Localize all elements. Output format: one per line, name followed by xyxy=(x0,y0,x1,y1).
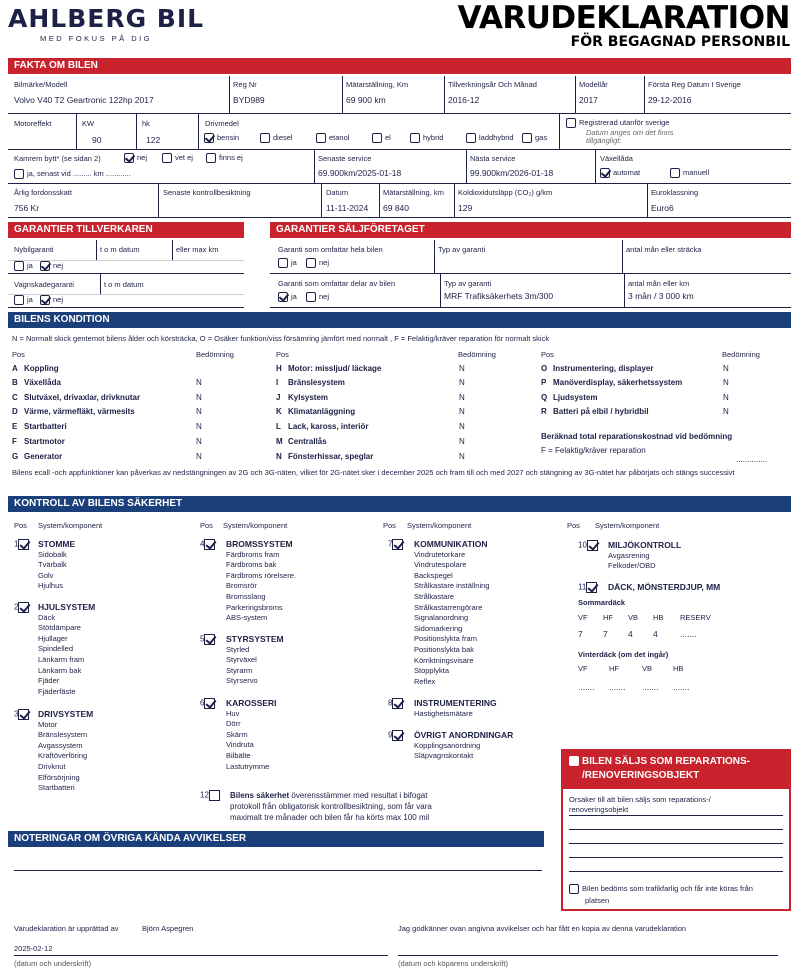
cond-item-p: P Manöverdisplay, säkerhetssystem xyxy=(541,378,683,387)
winter-vb-label: VB xyxy=(642,664,653,673)
cond-item-j: J Kylsystem xyxy=(276,393,329,402)
new-car-max-label: eller max km xyxy=(176,245,219,254)
cond-grade-m: N xyxy=(459,437,465,446)
cond-grade-b: N xyxy=(196,378,202,387)
safety-group-8[interactable]: 8 xyxy=(388,698,403,709)
safety-group-5[interactable]: 5 xyxy=(200,634,215,645)
safety-group-9-list: ÖVRIGT ANORDNINGAR Kopplingsanordning Släpvagnskontakt xyxy=(414,730,514,761)
vagn-warranty-nej[interactable]: nej xyxy=(40,295,63,305)
checkbox-icon xyxy=(392,539,403,550)
prepared-date: 2025-02-12 xyxy=(14,944,53,953)
checkbox-icon xyxy=(209,790,220,801)
mileage-label: Mätarställning, Km xyxy=(346,80,409,89)
cond-pos-header-2: Pos xyxy=(276,350,289,359)
safety-group-9[interactable]: 9 xyxy=(388,730,403,741)
partial-warranty-type-value: MRF Trafiksäkerhets 3m/300 xyxy=(444,291,554,301)
summer-vb-label: VB xyxy=(628,613,639,622)
partial-warranty-ja[interactable]: ja xyxy=(278,292,297,302)
cond-item-b: B Växellåda xyxy=(12,378,61,387)
cond-item-r: R Batteri på elbil / hybridbil xyxy=(541,407,649,416)
cond-grade-q: N xyxy=(723,393,729,402)
fuel-option-laddhybrid[interactable]: laddhybrid xyxy=(466,133,514,143)
checkbox-icon xyxy=(260,133,270,143)
vagn-tom-label: t o m datum xyxy=(104,280,144,289)
full-warranty-label: Garanti som omfattar hela bilen xyxy=(278,245,383,254)
summer-reserv-label: RESERV xyxy=(680,613,711,622)
winter-vb-value: ....... xyxy=(642,682,659,692)
safety-group-7-list: KOMMUNIKATION Vindrutetorkare Vindrutespolare Backspegel Strålkastare inställning Strålkastare Strålkastarrengörare Signalanordning Sidomarkering Positionslykta fram Positionslykta bak Körriktningsvisare Stopplykta Reflex xyxy=(414,539,490,686)
euro-value: Euro6 xyxy=(651,203,674,213)
manufacture-label: Tillverkningsår Och Månad xyxy=(448,80,537,89)
traffic-dangerous-cont: platsen xyxy=(585,896,610,905)
model-year-label: Modellår xyxy=(579,80,608,89)
repair-object-box xyxy=(561,749,791,911)
cond-grade-header-1: Bedömning xyxy=(196,350,234,359)
winter-hb-value: ....... xyxy=(673,682,690,692)
safety-group-3[interactable]: 3 xyxy=(14,709,29,720)
winter-hf-value: ....... xyxy=(609,682,626,692)
checkbox-icon xyxy=(14,169,24,179)
inspection-date-label: Datum xyxy=(326,188,349,197)
fuel-option-diesel[interactable]: diesel xyxy=(260,133,293,143)
checkbox-icon xyxy=(18,602,29,613)
summer-vb-value: 4 xyxy=(628,629,633,639)
section-notes-heading: NOTERINGAR OM ÖVRIGA KÄNDA AVVIKELSER xyxy=(8,831,544,847)
euro-label: Euroklassning xyxy=(651,188,699,197)
seller-partial-warranty xyxy=(270,274,791,308)
brand-model-value: Volvo V40 T2 Geartronic 122hp 2017 xyxy=(14,95,154,105)
repair-reason-label: Orsaker till att bilen säljs som reparations-/ renoveringsobjekt xyxy=(569,795,711,814)
checkbox-icon xyxy=(566,118,576,128)
checkbox-icon xyxy=(392,698,403,709)
first-reg-value: 29-12-2016 xyxy=(648,95,692,105)
safety-group-8-list: INSTRUMENTERING Hastighetsmätare xyxy=(414,698,497,718)
winter-hb-label: HB xyxy=(673,664,684,673)
company-tagline: MED FOKUS PÅ DIG xyxy=(40,34,153,43)
fakta-row1 xyxy=(8,76,791,114)
page-title: VARUDEKLARATION xyxy=(457,0,790,36)
section-warranty-manufacturer-heading: GARANTIER TILLVERKAREN xyxy=(8,222,244,238)
new-car-warranty-label: Nybilgaranti xyxy=(14,245,54,254)
fakta-row2 xyxy=(8,114,791,150)
safety-pos-header-3: Pos xyxy=(383,521,396,530)
cond-item-n: N Fönsterhissar, speglar xyxy=(276,452,374,461)
checkbox-icon xyxy=(586,582,597,593)
safety-group-1[interactable]: 1 xyxy=(14,539,29,550)
first-reg-label: Första Reg Datum I Sverige xyxy=(648,80,741,89)
summer-vf-label: VF xyxy=(578,613,588,622)
gearbox-label: Växellåda xyxy=(600,154,633,163)
brand-model-label: Bilmärke/Modell xyxy=(14,80,68,89)
new-car-warranty-ja[interactable]: ja xyxy=(14,261,33,271)
checkbox-icon xyxy=(162,153,172,163)
checkbox-icon xyxy=(206,153,216,163)
gearbox-automat[interactable]: automat xyxy=(600,168,640,178)
motor-label: Motoreffekt xyxy=(14,119,52,128)
checkbox-icon xyxy=(316,133,326,143)
checkbox-icon xyxy=(18,539,29,550)
cond-item-a: A Koppling xyxy=(12,364,59,373)
cond-item-d: D Värme, värmefläkt, värmesits xyxy=(12,407,135,416)
fuel-option-gas[interactable]: gas xyxy=(522,133,547,143)
winter-vf-value: ....... xyxy=(578,682,595,692)
cond-grade-l: N xyxy=(459,422,465,431)
full-warranty-nej[interactable]: nej xyxy=(306,258,329,268)
cond-grade-i: N xyxy=(459,378,465,387)
seller-signature-caption: (datum och underskrift) xyxy=(14,959,92,968)
cond-item-o: O Instrumentering, displayer xyxy=(541,364,654,373)
safety-group-4-list: BROMSSYSTEM Färdbroms fram Färdbroms bak Färdbroms rörelsere. Bromsrör Bromsslang Parkeringsbroms ABS-system xyxy=(226,539,297,623)
tax-label: Årlig fordonsskatt xyxy=(14,188,72,197)
safety-group-6-list: KAROSSERI Huv Dörr Skärm Vindruta Bilbälte Lastutrymme xyxy=(226,698,277,771)
cond-grade-e: N xyxy=(196,422,202,431)
vagn-warranty-label: Vagnskadegaranti xyxy=(14,280,74,289)
hk-label: hk xyxy=(142,119,150,128)
timing-belt-ja[interactable]: ja, senast vid ......... km ............ xyxy=(14,169,131,179)
next-service-label: Nästa service xyxy=(470,154,516,163)
next-service-value: 99.900km/2026-01-18 xyxy=(470,168,554,178)
cond-item-e: E Startbatteri xyxy=(12,422,67,431)
safety-group-5-list: STYRSYSTEM Styrled Styrväxel Styrarm Styrservo xyxy=(226,634,284,686)
last-service-label: Senaste service xyxy=(318,154,372,163)
timing-belt-finnsej[interactable]: finns ej xyxy=(206,153,243,163)
section-condition-heading: BILENS KONDITION xyxy=(8,312,791,328)
safety-sys-header-2: System/komponent xyxy=(223,521,288,530)
cond-grade-header-2: Bedömning xyxy=(458,350,496,359)
manufacture-value: 2016-12 xyxy=(448,95,480,105)
cond-pos-header-3: Pos xyxy=(541,350,554,359)
prepared-by-label: Varudeklaration är upprättad av xyxy=(14,924,119,933)
full-warranty-type-label: Typ av garanti xyxy=(438,245,486,254)
fuel-option-hybrid[interactable]: hybrid xyxy=(410,133,443,143)
safety-group-6[interactable]: 6 xyxy=(200,698,215,709)
full-warranty-amount-label: antal mån eller sträcka xyxy=(626,245,702,254)
winter-hf-label: HF xyxy=(609,664,619,673)
timing-belt-nej[interactable]: nej xyxy=(124,153,147,163)
safety-group-10-list: MILJÖKONTROLL Avgasrening Felkoder/OBD xyxy=(608,540,682,571)
cond-grade-o: N xyxy=(723,364,729,373)
checkbox-icon xyxy=(306,258,316,268)
checkbox-icon xyxy=(124,153,134,163)
checkbox-icon xyxy=(278,292,288,302)
checkbox-icon xyxy=(40,295,50,305)
cond-item-k: K Klimatanläggning xyxy=(276,407,356,416)
new-car-warranty xyxy=(8,240,244,274)
safety-group-11-heading: DÄCK, MÖNSTERDJUP, MM xyxy=(608,582,721,592)
prepared-by-name: Björn Aspegren xyxy=(142,924,194,933)
safety-pos-header-1: Pos xyxy=(14,521,27,530)
section-warranty-seller-heading: GARANTIER SÄLJFÖRETAGET xyxy=(270,222,791,238)
hk-value: 122 xyxy=(146,135,161,145)
inspection-mileage-label: Mätarställning, km xyxy=(383,188,444,197)
fuel-option-etanol[interactable]: etanol xyxy=(316,133,349,143)
repair-cost-label: Beräknad total reparationskostnad vid bedömning xyxy=(541,432,733,441)
timing-belt-vetej[interactable]: vet ej xyxy=(162,153,193,163)
safety-group-2[interactable]: 2 xyxy=(14,602,29,613)
cond-item-h: H Motor: missljud/ läckage xyxy=(276,364,382,373)
new-car-tom-label: t o m datum xyxy=(100,245,140,254)
summer-hb-label: HB xyxy=(653,613,664,622)
winter-tires-label: Vinterdäck (om det ingår) xyxy=(578,650,669,659)
checkbox-icon xyxy=(587,540,598,551)
checkbox-icon xyxy=(569,884,579,894)
kw-label: KW xyxy=(82,119,95,128)
checkbox-icon xyxy=(410,133,420,143)
co2-label: Koldioxidutsläpp (CO₂) g/km xyxy=(458,188,553,197)
repair-object-heading: BILEN SÄLJS SOM REPARATIONS- /RENOVERINGSOBJEKT xyxy=(563,751,789,789)
safety-pos-header-4: Pos xyxy=(567,521,580,530)
cond-grade-n: N xyxy=(459,452,465,461)
cond-grade-j: N xyxy=(459,393,465,402)
checkbox-icon xyxy=(600,168,610,178)
partial-warranty-amount-label: antal mån eller km xyxy=(628,279,690,288)
fuel-option-bensin[interactable]: bensin xyxy=(204,133,239,143)
model-year-value: 2017 xyxy=(579,95,598,105)
fakta-row3 xyxy=(8,150,791,184)
seller-full-warranty xyxy=(270,240,791,274)
winter-vf-label: VF xyxy=(578,664,588,673)
kw-value: 90 xyxy=(92,135,102,145)
partial-warranty-type-label: Typ av garanti xyxy=(444,279,492,288)
safety-group-4[interactable]: 4 xyxy=(200,539,215,550)
notes-line[interactable] xyxy=(14,870,542,871)
company-logo: AHLBERG BIL xyxy=(8,4,205,33)
mileage-value: 69 900 km xyxy=(346,95,386,105)
safety-group-3-list: DRIVSYSTEM Motor Bränslesystem Avgassystem Kraftöverföring Drivknut Elförsörjning Startbatteri xyxy=(38,709,94,793)
cond-item-m: M Centrallås xyxy=(276,437,327,446)
reg-nr-value: BYD989 xyxy=(233,95,265,105)
co2-value: 129 xyxy=(458,203,473,213)
checkbox-icon xyxy=(204,133,214,143)
checkbox-icon xyxy=(466,133,476,143)
cond-grade-d: N xyxy=(196,407,202,416)
cond-grade-header-3: Bedömning xyxy=(722,350,760,359)
summer-vf-value: 7 xyxy=(578,629,583,639)
summer-hf-value: 7 xyxy=(603,629,608,639)
safety-group-7[interactable]: 7 xyxy=(388,539,403,550)
safety-group-11[interactable]: 11 xyxy=(578,582,597,593)
condition-legend: N = Normalt skick gentemot bilens ålder och körsträcka, O = Osäker funktion/viss försämring jämfört med normalt , F = Felaktig/kräver reparation för normalt skick xyxy=(12,334,550,343)
cond-grade-g: N xyxy=(196,452,202,461)
traffic-dangerous-option[interactable]: Bilen bedöms som trafikfarlig och får inte köras från xyxy=(569,884,753,894)
new-car-warranty-nej[interactable]: nej xyxy=(40,261,63,271)
seller-signature-line[interactable] xyxy=(14,955,388,956)
checkbox-icon xyxy=(14,261,24,271)
repair-cost-blank: .............. xyxy=(736,455,768,464)
cond-grade-p: N xyxy=(723,378,729,387)
checkbox-icon xyxy=(670,168,680,178)
checkbox-icon xyxy=(204,634,215,645)
partial-warranty-label: Garanti som omfattar delar av bilen xyxy=(278,279,396,288)
checkbox-icon[interactable] xyxy=(569,756,579,766)
registered-abroad[interactable]: Registrerad utanför sverige xyxy=(566,118,669,128)
fakta-row4 xyxy=(8,184,791,218)
safety-group-12[interactable]: 12 xyxy=(200,790,220,801)
cond-grade-r: N xyxy=(723,407,729,416)
safety-group-12-text: Bilens säkerhet överensstämmer med resultat i bifogat protokoll från obligatorisk kontrollbesiktning, som får vara maximalt tre månader och bilen får ha körts max 100 mil xyxy=(230,791,432,822)
safety-sys-header-1: System/komponent xyxy=(38,521,103,530)
safety-sys-header-4: System/komponent xyxy=(595,521,660,530)
checkbox-icon xyxy=(372,133,382,143)
partial-warranty-amount-value: 3 mån / 3 000 km xyxy=(628,291,694,301)
full-warranty-ja[interactable]: ja xyxy=(278,258,297,268)
vagn-warranty-ja[interactable]: ja xyxy=(14,295,33,305)
buyer-signature-caption: (datum och köparens underskrift) xyxy=(398,959,509,968)
partial-warranty-nej[interactable]: nej xyxy=(306,292,329,302)
checkbox-icon xyxy=(306,292,316,302)
fuel-option-el[interactable]: el xyxy=(372,133,391,143)
section-safety-heading: KONTROLL AV BILENS SÄKERHET xyxy=(8,496,791,512)
buyer-approval-text: Jag godkänner ovan angivna avvikelser och har fått en kopia av denna varudeklaration xyxy=(398,924,687,933)
registered-abroad-note: Datum anges om det finns tillgängligt: xyxy=(586,128,674,145)
cond-item-i: I Bränslesystem xyxy=(276,378,345,387)
network-note: Bilens ecall -och appfunktioner kan påverkas av nedstängningen av 2G och 3G-näten, vilket för 2G-nätet sker i december 2025 och fram till och med 2027 och stängning av 3G-nätet har påbörjats och stängs successivt xyxy=(12,468,735,477)
checkbox-icon xyxy=(204,698,215,709)
safety-group-10[interactable]: 10 xyxy=(578,540,598,551)
cond-item-l: L Lack, kaross, interiör xyxy=(276,422,369,431)
reg-nr-label: Reg Nr xyxy=(233,80,257,89)
checkbox-icon xyxy=(204,539,215,550)
cond-grade-c: N xyxy=(196,393,202,402)
page-subtitle: FÖR BEGAGNAD PERSONBIL xyxy=(570,34,790,50)
cond-grade-k: N xyxy=(459,407,465,416)
inspection-mileage-value: 69 840 xyxy=(383,203,409,213)
tax-value: 756 Kr xyxy=(14,203,40,213)
safety-sys-header-3: System/komponent xyxy=(407,521,472,530)
gearbox-manuell[interactable]: manuell xyxy=(670,168,709,178)
cond-grade-h: N xyxy=(459,364,465,373)
checkbox-icon xyxy=(18,709,29,720)
summer-reserv-value: ....... xyxy=(680,629,697,639)
summer-hf-label: HF xyxy=(603,613,613,622)
checkbox-icon xyxy=(392,730,403,741)
safety-group-1-list: STOMME Sidobalk Tvärbalk Golv Hjulhus xyxy=(38,539,76,591)
cond-item-c: C Slutväxel, drivaxlar, drivknutar xyxy=(12,393,141,402)
vehicle-damage-warranty xyxy=(8,274,244,308)
timing-belt-label: Kamrem bytt* (se sidan 2) xyxy=(14,154,101,163)
checkbox-icon xyxy=(40,261,50,271)
checkbox-icon xyxy=(522,133,532,143)
cond-item-f: F Startmotor xyxy=(12,437,65,446)
checkbox-icon xyxy=(14,295,24,305)
summer-hb-value: 4 xyxy=(653,629,658,639)
cond-item-q: Q Ljudsystem xyxy=(541,393,598,402)
cond-grade-f: N xyxy=(196,437,202,446)
summer-tires-label: Sommardäck xyxy=(578,598,626,607)
inspection-date-value: 11-11-2024 xyxy=(326,203,369,213)
cond-pos-header-1: Pos xyxy=(12,350,25,359)
f-legend: F = Felaktig/kräver reparation xyxy=(541,446,646,455)
fuel-label: Drivmedel xyxy=(205,119,239,128)
cond-item-g: G Generator xyxy=(12,452,63,461)
safety-pos-header-2: Pos xyxy=(200,521,213,530)
safety-group-2-list: HJULSYSTEM Däck Stötdämpare Hjullager Spindelled Länkarm fram Länkarm bak Fjäder Fjäderfäste xyxy=(38,602,96,696)
checkbox-icon xyxy=(278,258,288,268)
section-fakta-heading: FAKTA OM BILEN xyxy=(8,58,791,74)
last-service-value: 69.900km/2025-01-18 xyxy=(318,168,402,178)
inspection-label: Senaste kontrollbesiktning xyxy=(163,188,251,197)
buyer-signature-line[interactable] xyxy=(398,955,778,956)
